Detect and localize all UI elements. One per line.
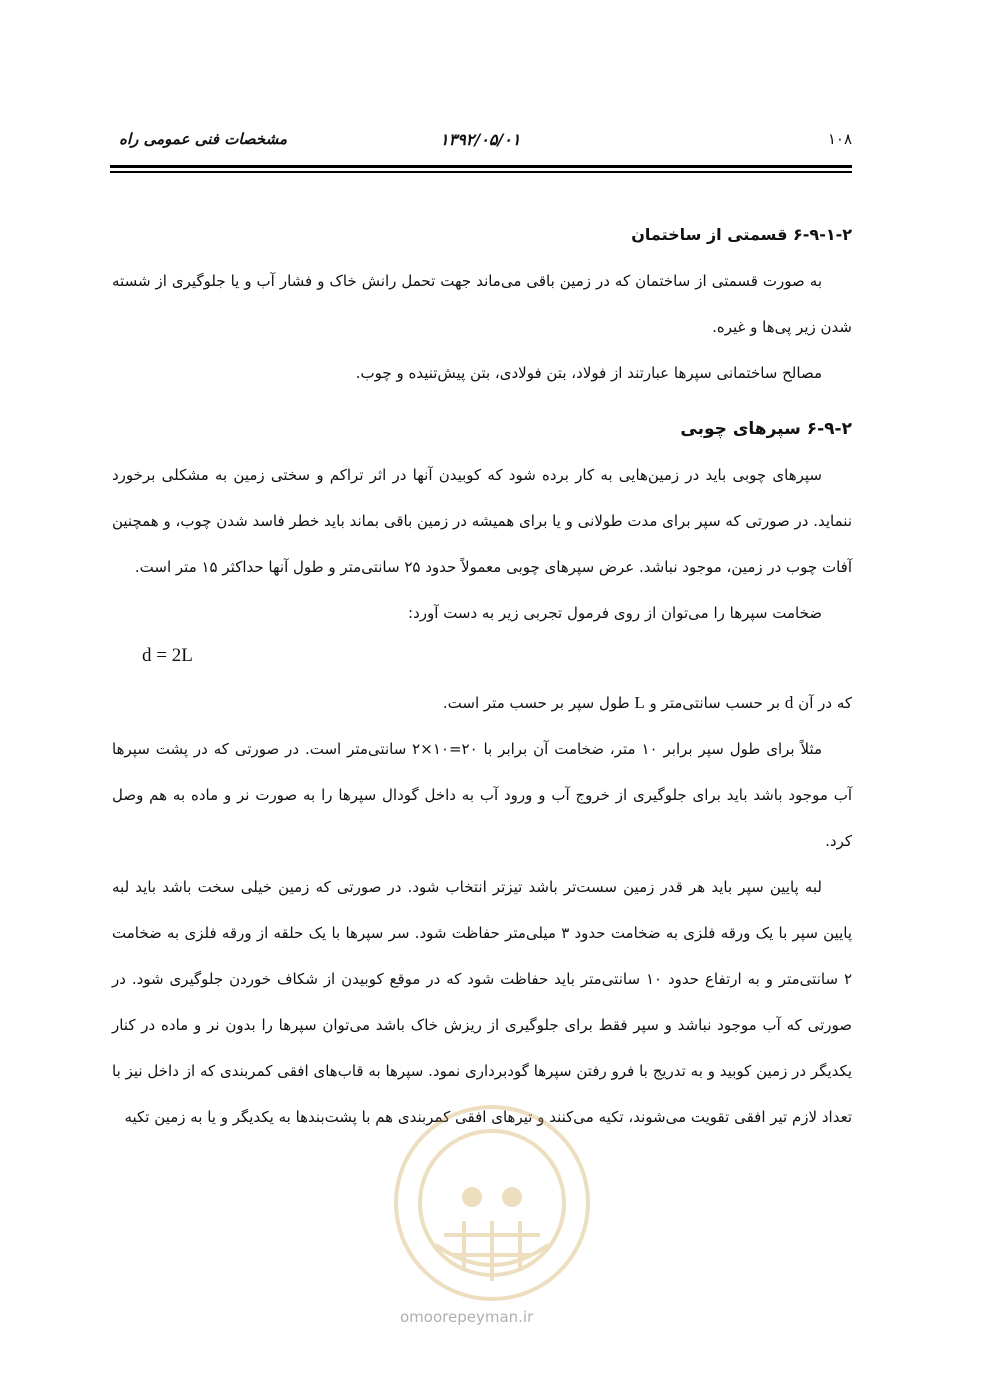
text-fragment: که در آن bbox=[798, 694, 852, 712]
variable-d: d bbox=[784, 693, 794, 712]
header-rule-thin bbox=[110, 171, 852, 173]
header-rule-thick bbox=[110, 165, 852, 168]
watermark-url: omoorepeyman.ir bbox=[400, 1308, 534, 1326]
paragraph: ضخامت سپرها را می‌توان از روی فرمول تجربی زیر به دست آورد: bbox=[408, 604, 822, 622]
text-fragment: بر حسب سانتی‌متر و bbox=[649, 694, 781, 712]
paragraph: لبه پایین سپر باید هر قدر زمین سست‌تر باشد تیزتر انتخاب شود. در صورتی که زمین خیلی سخت باشد باید لبه پایین سپر با یک ورقه فلزی به ضخامت حدود ۳ میلی‌متر حفاظت شود. سر سپرها با یک حلقه از ورقه فلزی به ضخامت ۲ سانتی‌متر و به ارتفاع حدود ۱۰ سانتی‌متر باید حفاظت شود که در موقع کوبیدن از شکاف خوردن جلوگیری شود. در صورتی که آب موجود نباشد و سپر فقط برای جلوگیری از ریزش خاک باشد می‌توان سپرها را بدون نر و ماده در کنار یکدیگر در زمین کوبید و به تدریج با فرو رفتن سپرها گودبرداری نمود. سپرها به قاب‌های افقی کمربندی که از داخل نیز با تعداد لازم تیر افقی تقویت می‌شوند، تکیه می‌کنند و تیرهای افقی کمربندی هم با پشت‌بندها به یکدیگر و یا به زمین تکیه bbox=[112, 878, 853, 1126]
paragraph: سپرهای چوبی باید در زمین‌هایی به کار برده شود که کوبیدن آنها در اثر تراکم و سختی زمین به مشکلی برخورد ننماید. در صورتی که سپر برای مدت طولانی و یا برای همیشه در زمین باقی بماند باید خطر فاسد شدن چوب، و همچنین آفات چوب در زمین، موجود نباشد. عرض سپرهای چوبی معمولاً حدود ۲۵ سانتی‌متر و طول آنها حداکثر ۱۵ متر است. bbox=[111, 466, 852, 576]
header-title: مشخصات فنی عمومی راه bbox=[119, 130, 287, 148]
paragraph: مثلاً برای طول سپر برابر ۱۰ متر، ضخامت آن برابر با ۲۰=۱۰×۲ سانتی‌متر است. در صورتی که در پشت سپرها آب موجود باشد باید برای جلوگیری از خروج آب و ورود آب به داخل گودال سپرها را به صورت نر و ماده به هم وصل کرد. bbox=[112, 740, 852, 850]
text-fragment: طول سپر بر حسب متر است. bbox=[442, 694, 630, 712]
section-heading-1: ۶-۹-۱-۲ قسمتی از ساختمان bbox=[631, 225, 852, 244]
paragraph: مصالح ساختمانی سپرها عبارتند از فولاد، بتن فولادی، بتن پیش‌تنیده و چوب. bbox=[355, 364, 822, 382]
paragraph: به صورت قسمتی از ساختمان که در زمین باقی می‌ماند جهت تحمل رانش خاک و فشار آب و یا جلوگیری از شسته شدن زیر پی‌ها و غیره. bbox=[112, 272, 852, 336]
formula-explanation bbox=[112, 680, 852, 726]
formula: d = 2L bbox=[142, 645, 193, 666]
page-header bbox=[110, 128, 852, 156]
page-number: ۱۰۸ bbox=[827, 130, 852, 148]
section-heading-2: ۶-۹-۲ سپرهای چوبی bbox=[680, 419, 852, 439]
header-date: ۱۳۹۲/۰۵/۰۱ bbox=[440, 130, 521, 149]
body-content bbox=[112, 212, 852, 1140]
variable-L: L bbox=[634, 693, 645, 712]
